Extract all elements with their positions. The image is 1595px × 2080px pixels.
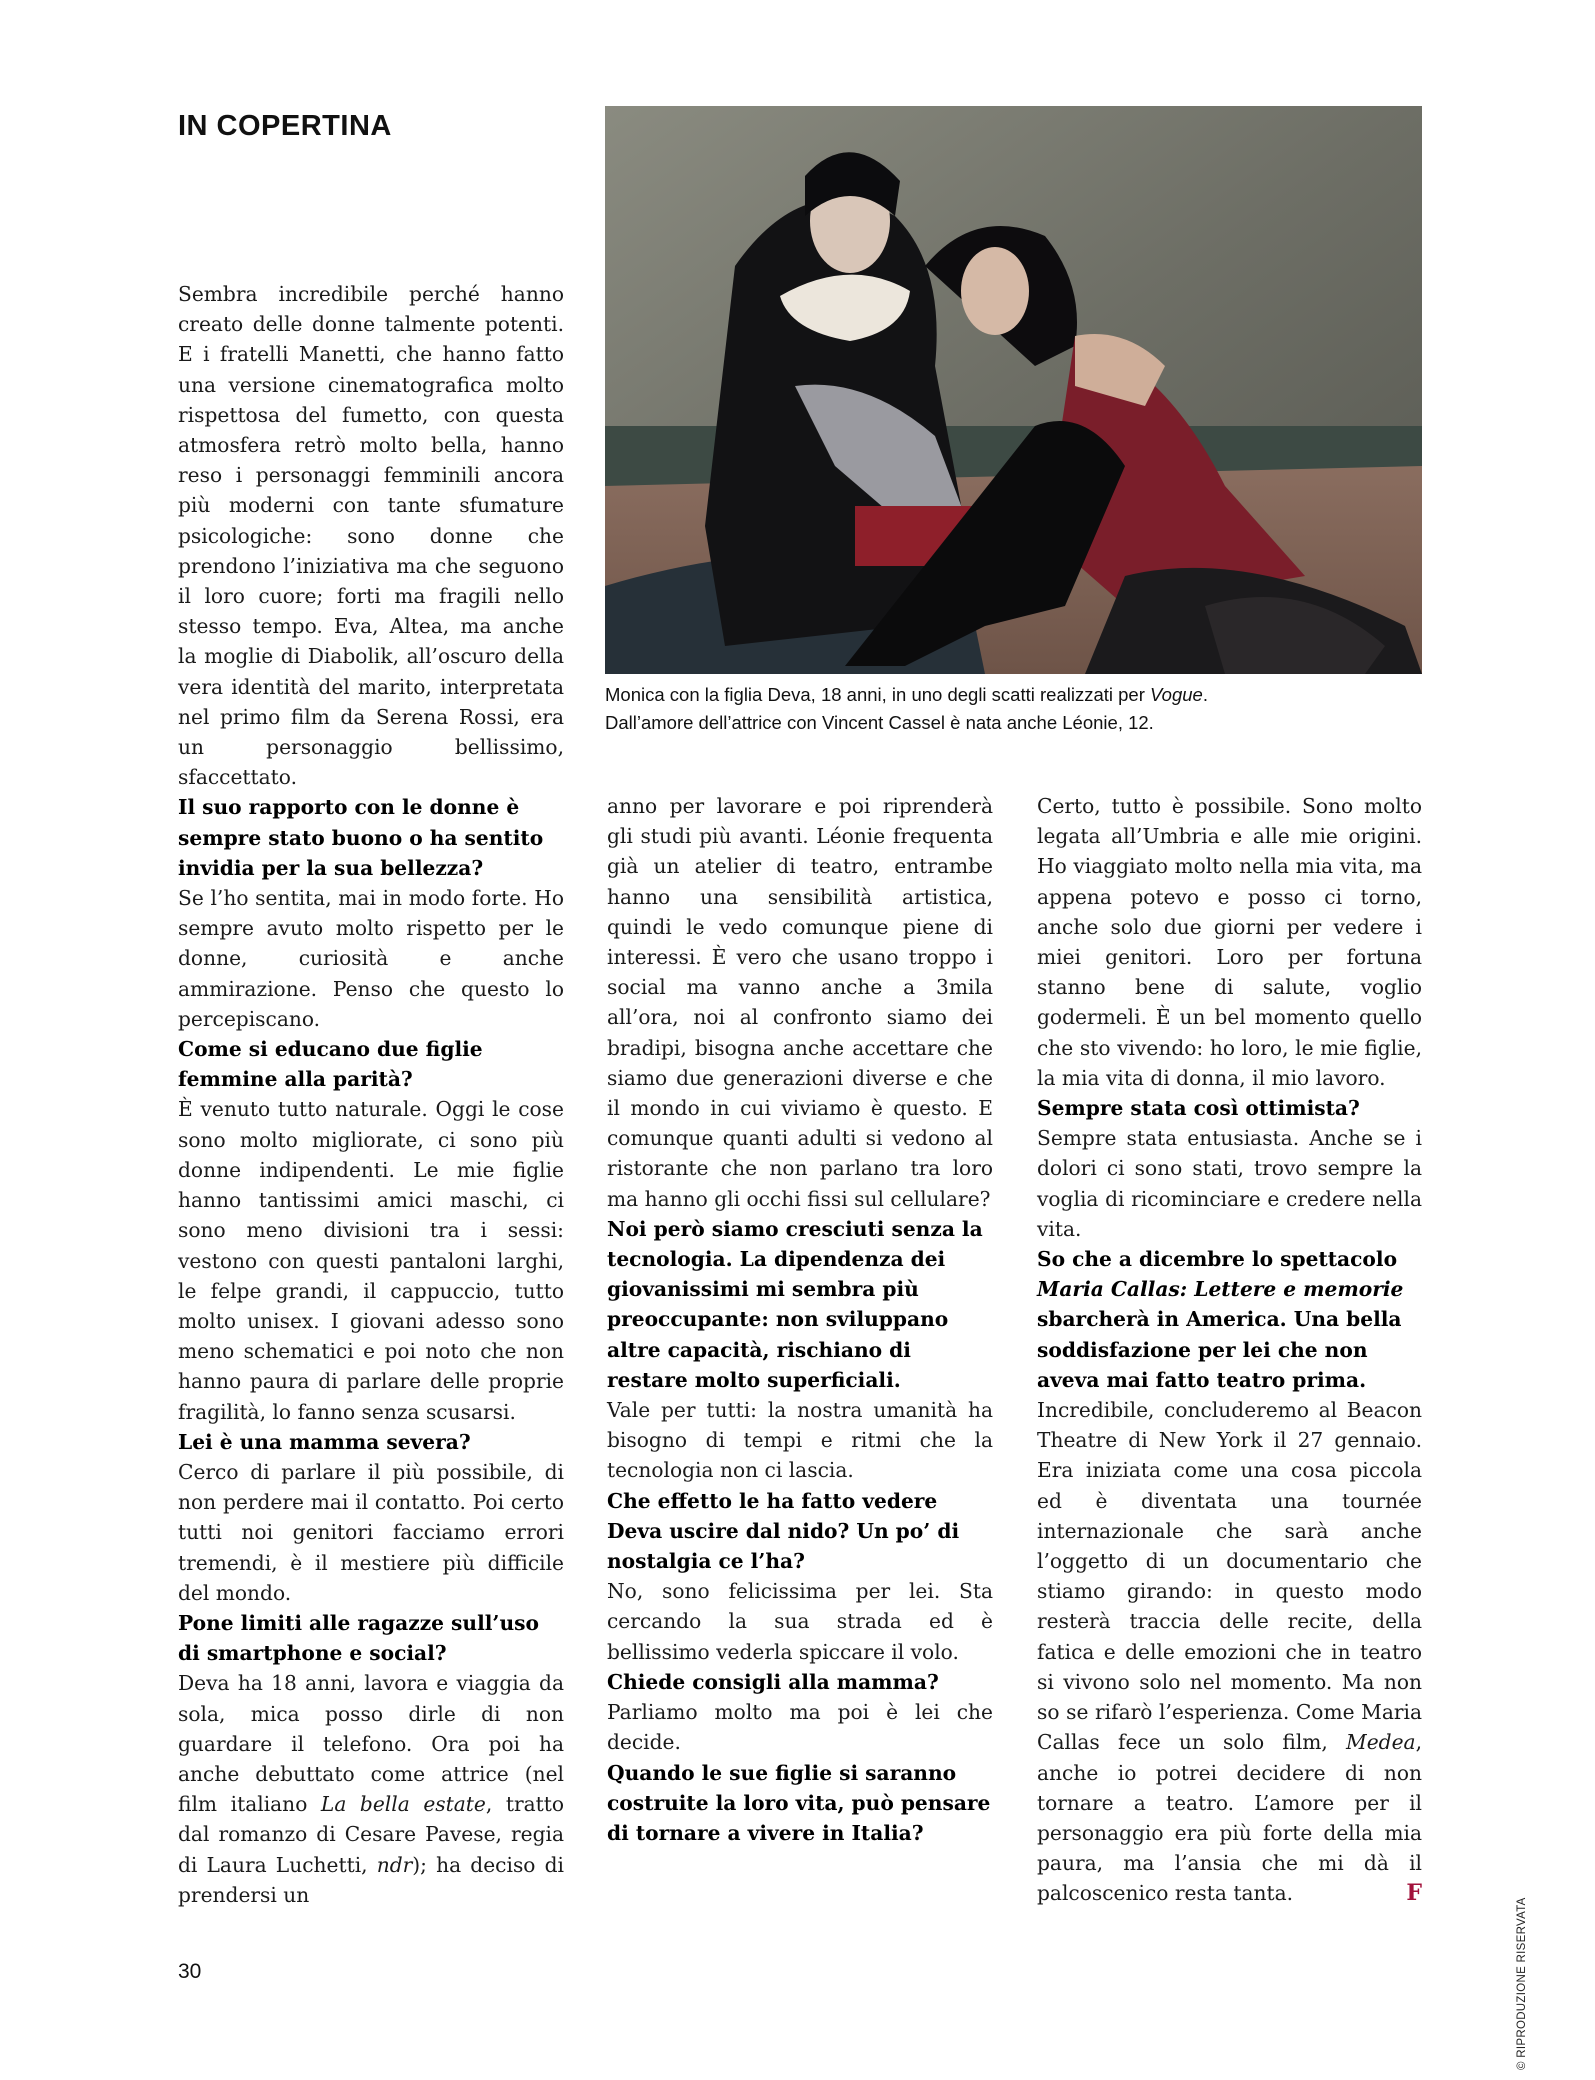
caption-punct: .: [1202, 684, 1208, 705]
article-column-2: [607, 791, 993, 1848]
answer-text: Incredibile, concluderemo al Beacon Theatre di New York il 27 gennaio. Era iniziata come una cosa piccola ed è diventata una tournée internazionale che sarà anche l’oggetto di un documentario che stiamo girando: in questo modo resterà traccia delle recite, della fatica e delle emozioni che in teatro si vivono solo nel momento. Ma non so se rifarò l’esperienza. Come Maria Callas fece un solo film,: [1037, 1398, 1422, 1755]
answer-text: , tratto dal romanzo di Cesare Pavese, regia di Laura Luchetti,: [178, 1792, 565, 1877]
interview-answer: Se l’ho sentita, mai in modo forte. Ho sempre avuto molto rispetto per le donne, curiosità e anche ammirazione. Penso che questo lo percepiscano.: [178, 886, 564, 1031]
interview-answer: No, sono felicissima per lei. Sta cercando la sua strada ed è bellissimo vederla spiccare il volo.: [607, 1579, 993, 1664]
answer-text: Deva ha 18 anni, lavora e viaggia da sola, mica posso dirle di non guardare il telefono. Ora poi ha anche debuttato come attrice (nel film italiano: [178, 1671, 564, 1817]
rights-notice: © RIPRODUZIONE RISERVATA: [1516, 1897, 1528, 2070]
interview-answer: [1037, 1395, 1422, 1908]
photo-caption: [605, 681, 1435, 737]
section-label: IN COPERTINA: [178, 110, 392, 142]
show-title: Maria Callas: Lettere e memorie: [1037, 1277, 1404, 1302]
answer-text: , anche io potrei decidere di non tornare a teatro. L’amore per il personaggio era più forte della mia paura, ma l’ansia che mi dà il palcoscenico resta tanta.: [1037, 1730, 1422, 1906]
answer-text: ); ha deciso di prendersi un: [178, 1852, 564, 1907]
interview-question: Lei è una mamma severa?: [178, 1429, 471, 1454]
caption-line-2: Dall’amore dell’attrice con Vincent Cassel è nata anche Léonie, 12.: [605, 712, 1154, 733]
article-paragraph: Certo, tutto è possibile. Sono molto legata all’Umbria e alle mie origini. Ho viaggiato molto nella mia vita, ma appena potevo e posso ci torno, anche solo due giorni per vedere i miei genitori. Loro per fortuna stanno bene di salute, voglio godermeli. È un bel momento quello che sto vivendo: ho loro, le mie figlie, la mia vita di donna, il mio lavoro.: [1037, 794, 1422, 1090]
interview-answer: [178, 1668, 564, 1910]
rights-notice-wrap: [1516, 1870, 1536, 2080]
interview-question: [1037, 1244, 1422, 1395]
interview-question: Quando le sue figlie si saranno costruite la loro vita, può pensare di tornare a vivere in Italia?: [607, 1760, 991, 1845]
interview-answer: Vale per tutti: la nostra umanità ha bisogno di tempi e ritmi che la tecnologia non ci lascia.: [607, 1398, 993, 1483]
editor-note: ndr: [376, 1852, 413, 1877]
caption-magazine-name: Vogue: [1150, 684, 1203, 705]
caption-line-1: [605, 681, 1435, 709]
cover-photo: [605, 106, 1422, 674]
interview-question: Il suo rapporto con le donne è sempre stato buono o ha sentito invidia per la sua bellezza?: [178, 795, 544, 880]
interview-question: Chiede consigli alla mamma?: [607, 1669, 939, 1694]
article-paragraph: anno per lavorare e poi riprenderà gli studi più avanti. Léonie frequenta già un atelier di teatro, entrambe hanno una sensibilità artistica, quindi le vedo comunque piene di interessi. È vero che usano troppo i social ma vanno anche a 3mila all’ora, noi al confronto siamo dei bradipi, bisogna anche accettare che siamo due generazioni diverse e che il mondo in cui viviamo è questo. E comunque quanti adulti si vedono al ristorante che non parlano tra loro ma hanno gli occhi fissi sul cellulare?: [607, 794, 993, 1211]
question-text: sbarcherà in America. Una bella soddisfazione per lei che non aveva mai fatto teatro prima.: [1037, 1307, 1402, 1392]
interview-answer: Sempre stata entusiasta. Anche se i dolori ci sono stati, trovo sempre la voglia di ricominciare e credere nella vita.: [1037, 1126, 1422, 1241]
interview-question: Che effetto le ha fatto vedere Deva uscire dal nido? Un po’ di nostalgia ce l’ha?: [607, 1488, 960, 1574]
interview-question: Pone limiti alle ragazze sull’uso di smartphone e social?: [178, 1610, 539, 1666]
interview-question: Noi però siamo cresciuti senza la tecnologia. La dipendenza dei giovanissimi mi sembra più preoccupante: non sviluppano altre capacità, rischiano di restare molto superficiali.: [607, 1216, 983, 1392]
film-title: La bella estate: [320, 1792, 486, 1817]
article-paragraph: Sembra incredibile perché hanno creato delle donne talmente potenti. E i fratelli Manetti, che hanno fatto una versione cinematografica molto rispettosa del fumetto, con questa atmosfera retrò molto bella, hanno reso i personaggi femminili ancora più moderni con tante sfumature psicologiche: sono donne che prendono l’iniziativa ma che seguono il loro cuore; forti ma fragili nello stesso tempo. Eva, Altea, ma anche la moglie di Diabolik, all’oscuro della vera identità del marito, interpretata nel primo film da Serena Rossi, era un personaggio bellissimo, sfaccettato.: [178, 282, 564, 790]
interview-answer: Cerco di parlare il più possibile, di non perdere mai il contatto. Poi certo tutti noi genitori facciamo errori tremendi, è il mestiere più difficile del mondo.: [178, 1459, 564, 1605]
interview-question: Sempre stata così ottimista?: [1037, 1096, 1360, 1121]
caption-text: Monica con la figlia Deva, 18 anni, in uno degli scatti realizzati per: [605, 684, 1151, 705]
interview-answer: Parliamo molto ma poi è lei che decide.: [607, 1700, 993, 1755]
question-text: So che a dicembre lo spettacolo: [1037, 1247, 1398, 1272]
page-number: 30: [178, 1960, 202, 1983]
photo-two-women-icon: [605, 106, 1422, 674]
interview-answer: È venuto tutto naturale. Oggi le cose sono molto migliorate, ci sono più donne indipendenti. Le mie figlie hanno tantissimi amici maschi, ci sono meno divisioni tra i sessi: vestono con questi pantaloni larghi, le felpe grandi, il cappuccio, tutto molto unisex. I giovani adesso sono meno schematici e poi noto che non hanno paura di parlare delle proprie fragilità, lo fanno senza scusarsi.: [178, 1097, 564, 1424]
film-title: Medea: [1346, 1730, 1416, 1755]
interview-question: Come si educano due figlie femmine alla parità?: [178, 1037, 483, 1092]
end-mark-logo: F: [1406, 1880, 1422, 1907]
article-column-1: [178, 279, 564, 1910]
article-column-3: [1037, 791, 1422, 1909]
